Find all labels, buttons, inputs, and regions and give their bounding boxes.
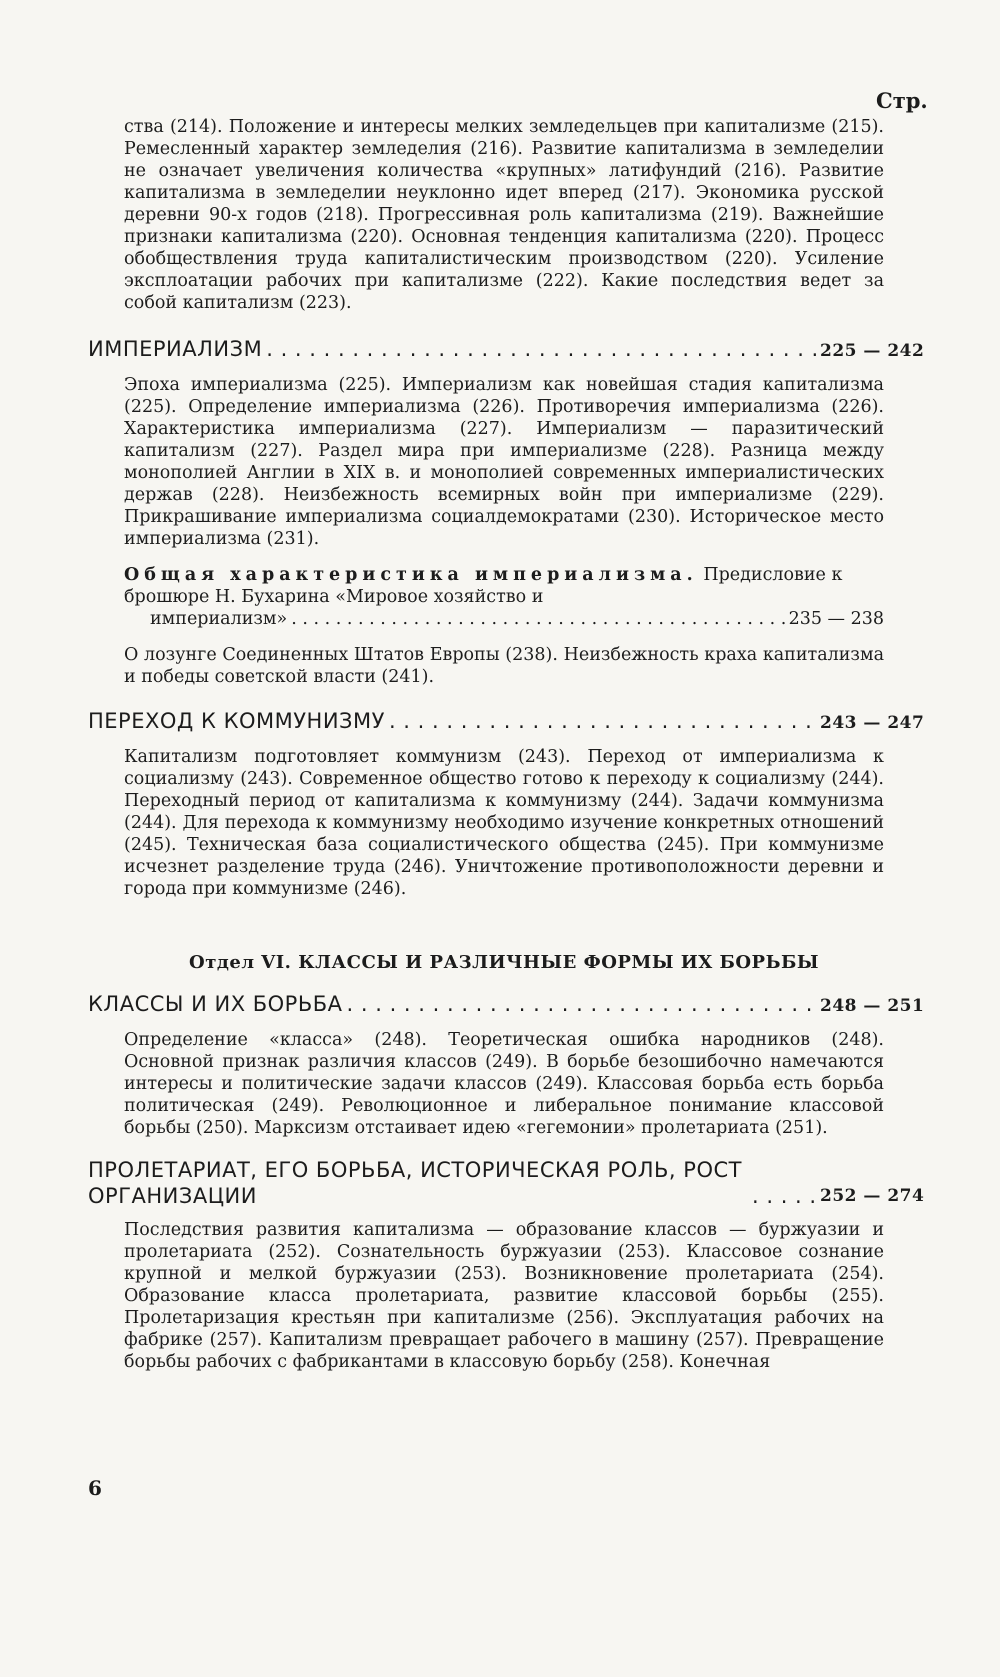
intro-paragraph: ства (214). Положение и интересы мелких земледельцев при капитализме (215). Ремесленный характер земледелия (216). Развитие капитализма в земледелии не означает увеличения количества «крупных» латифундий (216). Развитие капитализма в земледелии неуклонно идет вперед (217). Экономика русской деревни 90-х годов (218). Прогрессивная роль капитализма (219). Важнейшие признаки капитализма (220). Основная тенденция капитализма (220). Процесс обобществления труда капиталистическим производством (220). Усиление эксплоатации рабочих при капитализме (222). Какие последствия ведет за собой капитализм (223). <box>124 117 884 313</box>
dot-leader <box>266 336 816 362</box>
subentry-imperialism-characteristic <box>124 564 884 630</box>
section-paragraph: Последствия развития капитализма — образование классов — буржуазии и пролетариата (252). Сознательность буржуазии (253). Классовое сознание крупной и мелкой буржуазии (253). Возникновение пролетариата (254). Образование класса пролетариата, развитие классовой борьбы (255). Пролетаризация крестьян при капитализме (256). Эксплуатация рабочих на фабрике (257). Капитализм превращает рабочего в машину (257). Превращение борьбы рабочих с фабрикантами в классовую борьбу (258). Конечная <box>124 1220 884 1372</box>
dot-leader <box>389 708 816 734</box>
section-paragraph: Капитализм подготовляет коммунизм (243). Переход от империализма к социализму (243). Современное общество готово к переходу к социализму (244). Переходный период от капитализма к коммунизму (244). Задачи коммунизма (244). Для перехода к коммунизму необходимо изучение конкретных отношений (245). Техническая база социалистического общества (245). При коммунизме исчезнет разделение труда (246). Уничтожение противоположности деревни и города при коммунизме (246). <box>124 747 884 899</box>
subentry-title: Общая характеристика империализма. <box>124 565 698 585</box>
section-title: ПЕРЕХОД К КОММУНИЗМУ <box>88 709 385 733</box>
section-pages: 248 — 251 <box>820 996 925 1016</box>
dot-leader <box>752 1183 816 1209</box>
section-pages: 243 — 247 <box>820 713 925 733</box>
subentry-text: Предисловие к брошюре Н. Бухарина «Мировое хозяйство и <box>124 565 843 607</box>
section-paragraph: Эпоха империализма (225). Империализм как новейшая стадия капитализма (225). Определение империализма (226). Противоречия империализма (226). Характеристика империализма (227). Империализм — паразитический капитализм (227). Раздел мира при империализме (228). Разница между монополией Англии в XIX в. и монополией современных империалистических держав (228). Неизбежность всемирных войн при империализме (229). Прикрашивание империализма социалдемократами (230). Историческое место империализма (231). <box>124 375 884 549</box>
subentry-pages: 235 — 238 <box>788 609 884 629</box>
subentry-text-end: империализм» <box>150 609 288 629</box>
section-transition <box>88 708 925 736</box>
table-of-contents <box>88 116 925 1373</box>
section-title: ПРОЛЕТАРИАТ, ЕГО БОРЬБА, ИСТОРИЧЕСКАЯ РОЛЬ, РОСТ ОРГАНИЗАЦИИ <box>88 1158 742 1208</box>
division-heading: Отдел VI. КЛАССЫ И РАЗЛИЧНЫЕ ФОРМЫ ИХ БОРЬБЫ <box>189 952 819 973</box>
section-pages: 225 — 242 <box>820 341 925 361</box>
section-paragraph-2: О лозунге Соединенных Штатов Европы (238). Неизбежность краха капитализма и победы советской власти (241). <box>124 645 884 687</box>
section-pages: 252 — 274 <box>820 1186 925 1206</box>
dot-leader <box>347 991 816 1017</box>
section-paragraph: Определение «класса» (248). Теоретическая ошибка народников (248). Основной признак различия классов (249). В борьбе безошибочно намечаются интересы и политические задачи классов (249). Классовая борьба есть борьба политическая (249). Революционное и либеральное понимание классовой борьбы (250). Марксизм отстаивает идею «гегемонии» пролетариата (251). <box>124 1030 884 1138</box>
subentry-row <box>124 608 884 630</box>
section-title: КЛАССЫ И ИХ БОРЬБА <box>88 992 343 1016</box>
section-classes <box>88 991 925 1019</box>
section-title: ИМПЕРИАЛИЗМ <box>88 337 263 361</box>
section-proletariat <box>88 1157 925 1209</box>
dot-leader <box>291 608 784 630</box>
page-column-label: Стр. <box>876 88 928 113</box>
page-number: 6 <box>88 1476 102 1500</box>
section-imperialism <box>88 336 925 364</box>
